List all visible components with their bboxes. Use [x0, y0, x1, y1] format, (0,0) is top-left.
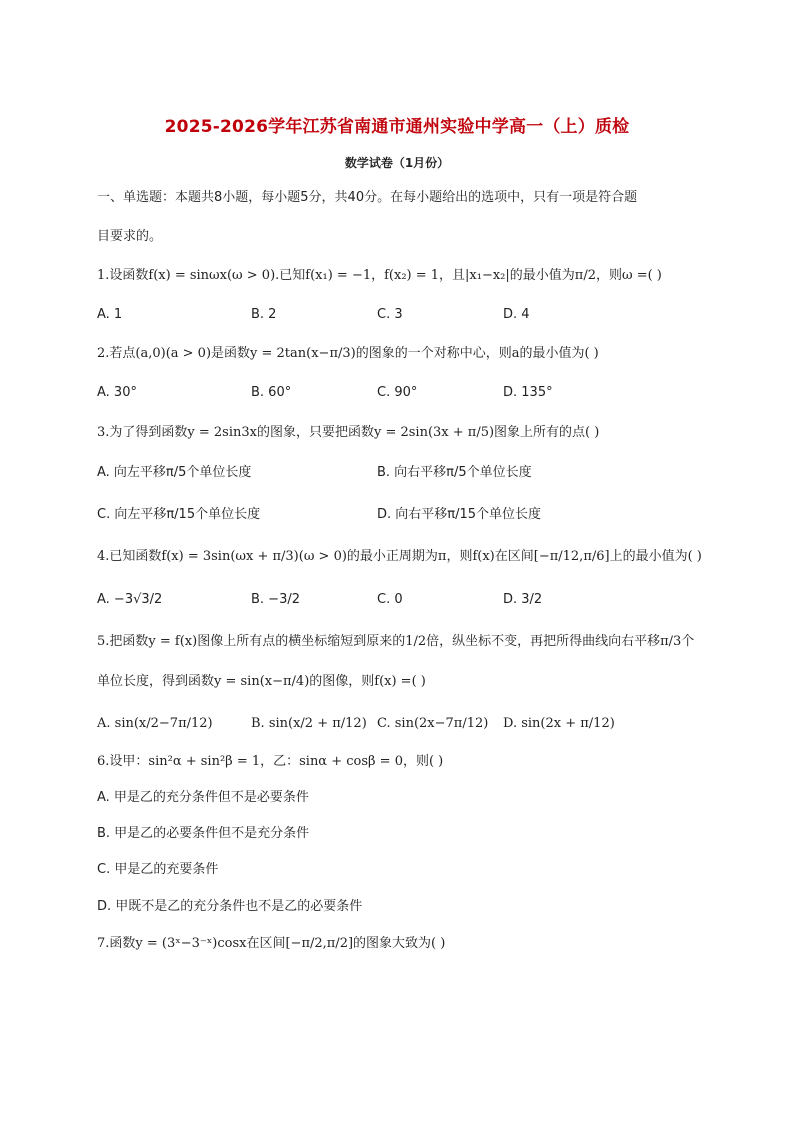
question-1-option-c: C. 3 — [377, 307, 403, 322]
question-1-stem: 1.设函数f(x) = sinωx(ω > 0).已知f(x₁) = −1，f(x₂) = 1，且|x₁−x₂|的最小值为π/2，则ω =( ) — [97, 268, 662, 283]
page-subtitle: 数学试卷（1月份） — [344, 156, 450, 170]
question-2-option-d: D. 135° — [503, 385, 553, 400]
question-5-option-d: D. sin(2x + π/12) — [503, 716, 615, 731]
question-5-option-c: C. sin(2x−7π/12) — [377, 716, 489, 731]
question-3-stem: 3.为了得到函数y = 2sin3x的图象，只要把函数y = 2sin(3x + π/5)图象上所有的点( ) — [97, 425, 600, 440]
question-3-option-c: C. 向左平移π/15个单位长度 — [97, 507, 261, 522]
question-5-stem: 5.把函数y = f(x)图像上所有点的横坐标缩短到原来的1/2倍，纵坐标不变，再把所得曲线向右平移π/3个 — [97, 634, 695, 649]
section-instructions-line1: 一、单选题：本题共8小题，每小题5分，共40分。在每小题给出的选项中，只有一项是符合题 — [97, 190, 638, 205]
page-title: 2025-2026学年江苏省南通市通州实验中学高一（上）质检 — [164, 117, 630, 137]
question-2-option-b: B. 60° — [251, 385, 292, 400]
question-6-option-b: B. 甲是乙的必要条件但不是充分条件 — [97, 826, 310, 841]
question-1-option-b: B. 2 — [251, 307, 277, 322]
question-4-option-d: D. 3/2 — [503, 592, 543, 607]
question-4-option-c: C. 0 — [377, 592, 403, 607]
question-5-option-a: A. sin(x/2−7π/12) — [97, 716, 213, 731]
question-1-option-d: D. 4 — [503, 307, 530, 322]
question-7-stem: 7.函数y = (3ˣ−3⁻ˣ)cosx在区间[−π/2,π/2]的图象大致为( ) — [97, 936, 446, 951]
question-4-stem: 4.已知函数f(x) = 3sin(ωx + π/3)(ω > 0)的最小正周期为π，则f(x)在区间[−π/12,π/6]上的最小值为( ) — [97, 549, 702, 564]
question-6-stem: 6.设甲：sin²α + sin²β = 1，乙：sinα + cosβ = 0，则( ) — [97, 754, 444, 769]
question-1-option-a: A. 1 — [97, 307, 123, 322]
section-instructions-line2: 目要求的。 — [97, 229, 163, 244]
question-6-option-c: C. 甲是乙的充要条件 — [97, 862, 219, 877]
question-5-option-b: B. sin(x/2 + π/12) — [251, 716, 367, 731]
question-4-option-b: B. −3/2 — [251, 592, 300, 607]
question-6-option-d: D. 甲既不是乙的充分条件也不是乙的必要条件 — [97, 899, 363, 914]
question-3-option-d: D. 向右平移π/15个单位长度 — [377, 507, 542, 522]
question-4-option-a: A. −3√3/2 — [97, 592, 163, 607]
question-2-option-a: A. 30° — [97, 385, 137, 400]
question-2-option-c: C. 90° — [377, 385, 418, 400]
question-2-stem: 2.若点(a,0)(a > 0)是函数y = 2tan(x−π/3)的图象的一个对称中心，则a的最小值为( ) — [97, 346, 599, 361]
question-3-option-a: A. 向左平移π/5个单位长度 — [97, 465, 252, 480]
question-3-option-b: B. 向右平移π/5个单位长度 — [377, 465, 532, 480]
question-6-option-a: A. 甲是乙的充分条件但不是必要条件 — [97, 790, 309, 805]
question-5-stem-continued: 单位长度，得到函数y = sin(x−π/4)的图像，则f(x) =( ) — [97, 674, 426, 689]
